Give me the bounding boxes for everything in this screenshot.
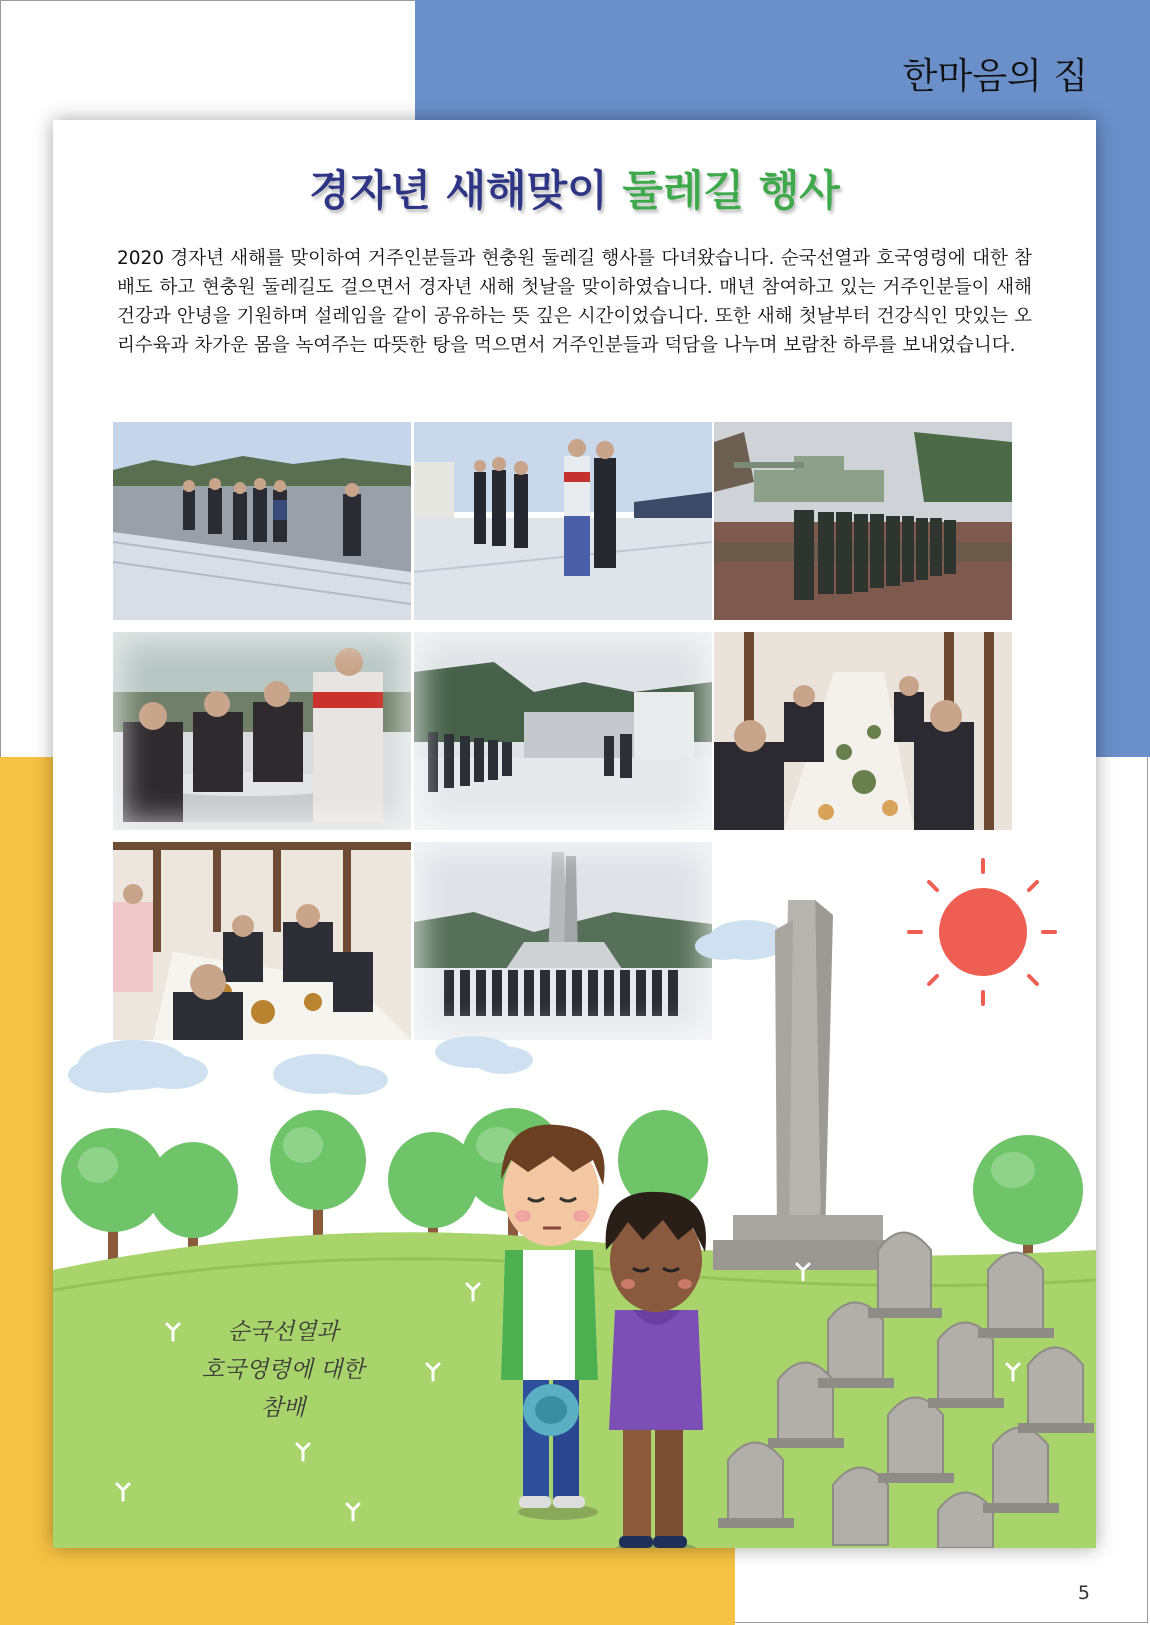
article-body: 2020 경자년 새해를 맞이하여 거주인분들과 현충원 둘레길 행사를 다녀왔습니다. 순국선열과 호국영령에 대한 참배도 하고 현충원 둘레길도 걸으면서 경자년 새해 첫날을 맞이하였습니다. 매년 참여하고 있는 거주인분들이 새해 건강과 안녕을 기원하며 설레임을 같이 공유하는 뜻 깊은 시간이었습니다. 또한 새해 첫날부터 건강식인 맛있는 오리수육과 차가운 몸을 녹여주는 따뜻한 탕을 먹으면서 거주인분들과 덕담을 나누며 보람찬 하루를 보내었습니다. xyxy=(117,248,1032,356)
photo-walk-steps xyxy=(113,422,411,620)
caption-line-3: 참배 xyxy=(260,1395,306,1421)
illustration-memorial-scene xyxy=(53,820,1096,1548)
caption-line-1: 순국선열과 xyxy=(227,1319,339,1345)
photo-memorial-wall xyxy=(414,632,712,830)
caption-line-2: 호국영령에 대한 xyxy=(201,1357,365,1383)
article-title-part-2: 둘레길 행사 xyxy=(622,166,840,215)
article-title xyxy=(53,158,1096,218)
photo-tank-memorial xyxy=(714,422,1012,620)
photo-serving-food xyxy=(113,632,411,830)
sun-icon xyxy=(909,860,1055,1004)
article-card xyxy=(53,120,1096,1548)
photo-restaurant-table xyxy=(714,632,1012,830)
page-number: 5 xyxy=(1077,1582,1090,1604)
illustration-caption xyxy=(163,1313,403,1427)
photo-walk-plaza xyxy=(414,422,712,620)
article-title-part-1: 경자년 새해맞이 xyxy=(309,166,608,215)
cloud-icon xyxy=(68,920,788,1095)
section-title: 한마음의 집 xyxy=(902,56,1088,97)
